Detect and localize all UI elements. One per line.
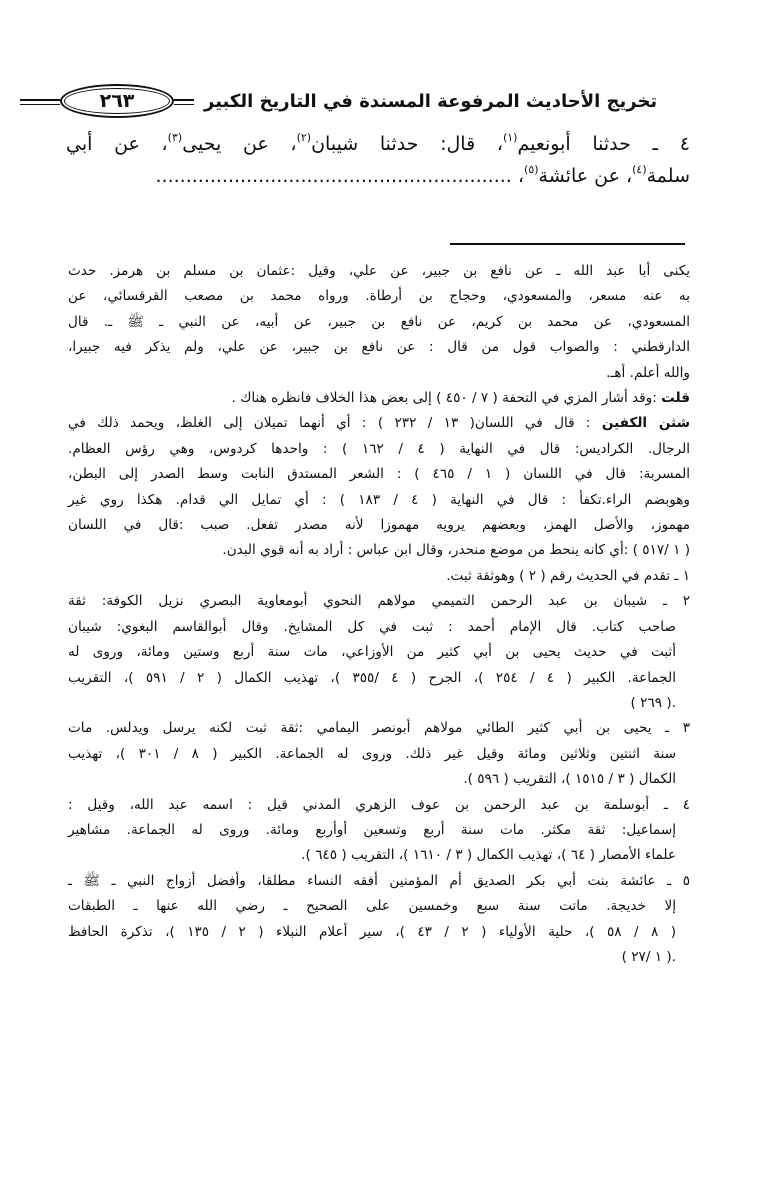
footnote-ref[interactable]: (٥) — [524, 163, 539, 176]
footnote-line — [68, 742, 676, 767]
footnote-line — [68, 361, 690, 386]
footnote-text: ١ ـ تقدم في الحديث رقم ( ٢ ) وهوثقة ثبت. — [446, 567, 690, 584]
footnote-line — [68, 818, 676, 843]
text: سلمة — [646, 165, 690, 187]
footnote-line — [68, 411, 690, 436]
footnote-text: صاحب كتاب. قال الإمام أحمد : ثبت في كل المشايخ. وقال أبوالقاسم البغوي: شيبان — [68, 618, 676, 635]
footnotes — [68, 259, 690, 970]
footnote — [68, 869, 690, 971]
footnote-text: الجماعة. الكبير ( ٤ / ٢٥٤ )، الجرح ( ٤ /٣٥٥ )، تهذيب الكمال ( ٢ / ٥٩١ )، التقريب — [68, 669, 676, 686]
footnote-line — [68, 716, 690, 741]
footnote-ref[interactable]: (٤) — [632, 163, 647, 176]
footnote-line — [68, 945, 676, 970]
hadith-text — [66, 128, 690, 192]
footnote-text: ٤ ـ أبوسلمة بن عبد الرحمن بن عوف الزهري المدني قيل : اسمه عبد الله، وقيل : — [68, 796, 690, 813]
footnote-separator — [450, 243, 685, 245]
footnote-text: علماء الأمصار ( ٦٤ )، تهذيب الكمال ( ٣ / ١٦١٠ )، التقريب ( ٦٤٥ ). — [301, 847, 676, 864]
book-title: تخريج الأحاديث المرفوعة المسندة في التاريخ الكبير — [204, 90, 658, 112]
footnote-line — [68, 615, 676, 640]
footnote-text: ( ٨ / ٥٨ )، حلية الأولياء ( ٢ / ٤٣ )، سير أعلام النبلاء ( ٢ / ١٣٥ )، تذكرة الحافظ — [68, 923, 676, 940]
footnote-line — [68, 894, 676, 919]
footnote-text: به عنه مسعر، والمسعودي، وحجاج بن أرطاة. ورواه محمد بن مصعب القرقسائي، عن — [68, 288, 690, 305]
footnote-text: : قال في اللسان( ١٣ / ٢٣٢ ) : أي أنهما تميلان إلى الغلظ، ويحمد ذلك في — [68, 415, 602, 432]
footnote-line — [68, 462, 690, 487]
header-rule-right — [174, 99, 194, 101]
footnote-line — [68, 793, 690, 818]
footnote-text: المسعودي، عن محمد بن كريم، عن نافع بن جبير، عن أبيه، عن النبي ـ ﷺ ـ. قال — [68, 313, 690, 330]
footnote-text: وهوبضم الراء.تكفأ : قال في النهاية ( ٤ / ١٨٣ ) : أي تمايل الي قدام. هكذا روي غير — [68, 491, 690, 508]
footnote-text: ٥ ـ عائشة بنت أبي بكر الصديق أم المؤمنين أفقه النساء مطلقا، وأفضل أزواج النبي ـ ﷺ ـ — [68, 872, 690, 889]
footnote-line — [68, 843, 676, 868]
text: ٤ ـ حدثنا أبونعيم — [517, 133, 690, 155]
footnote — [68, 793, 690, 869]
footnote-text: الدارقطني : والصواب قول من قال : عن نافع بن جبير، عن علي، ولم يذكر فيه جبيرا، — [68, 339, 690, 356]
footnote-line — [68, 513, 690, 538]
footnote-text: ٣ ـ يحيى بن أبي كثير الطائي مولاهم أبونصر اليمامي :ثقة ثبت لكنه يرسل ويدلس. مات — [68, 720, 690, 737]
footnote-text: :وقد أشار المزي في التحفة ( ٧ / ٤٥٠ ) إلى بعض هذا الخلاف فانظره هناك . — [231, 390, 662, 407]
footnote-line — [68, 310, 690, 335]
page-number-oval — [60, 84, 174, 118]
footnote-label: قلت — [661, 390, 690, 407]
footnote-line — [68, 640, 676, 665]
footnote-line — [68, 437, 690, 462]
text: ، عن يحيى — [182, 133, 297, 155]
footnote-continuation — [68, 259, 690, 386]
footnote-text: ( ١ /٥١٧ ) :أي كانه ينحط من موضع منحدر، وقال ابن عباس : أراد به أنه قوي البدن. — [222, 542, 690, 559]
footnote-text: سنة اثنتين وثلاثين ومائة وقيل غير ذلك. وروى له الجماعة. الكبير ( ٨ / ٣٠١ )، تهذيب — [68, 745, 676, 762]
footnote — [68, 564, 690, 589]
footnote-line — [68, 259, 690, 284]
footnote-line — [68, 666, 676, 691]
footnote-line — [68, 869, 690, 894]
page-number: ٢٦٣ — [99, 90, 135, 112]
footnote-text: المسربة: قال في اللسان ( ١ / ٤٦٥ ) : الشعر المستدق النابت وسط الصدر إلى البطن، — [68, 466, 691, 483]
footnote-text: .( ٢٦٩ ) — [630, 694, 676, 711]
footnote — [68, 589, 690, 716]
footnote-line — [68, 538, 690, 563]
footnote-line — [68, 589, 690, 614]
footnote-text: يكنى أبا عبد الله ـ عن نافع بن جبير، عن علي، وقيل :عثمان بن مسلم بن هرمز. حدث — [68, 263, 690, 279]
footnote-ref[interactable]: (٣) — [167, 131, 183, 144]
text: ، عن عائشة — [538, 165, 633, 187]
footnote-continuation — [68, 386, 690, 411]
footnote-continuation — [68, 411, 690, 563]
footnote-text: ٢ ـ شيبان بن عبد الرحمن التميمي مولاهم النحوي أبومعاوية البصري نزيل الكوفة: ثقة — [68, 593, 690, 610]
footnote-line — [68, 767, 676, 792]
footnote-text: إسماعيل: ثقة مكثر. مات سنة أربع وتسعين أوأربع ومائة. وروى له الجماعة. مشاهير — [68, 821, 676, 838]
footnote-text: أثبت في حديث يحيى بن أبي كثير من الأوزاعي، مات سنة أربع وستين ومائة، وروى له — [68, 644, 676, 661]
footnote-text: .( ١ /٢٧ ) — [621, 948, 676, 965]
footnote-line — [68, 564, 690, 589]
hadith-line — [66, 160, 690, 192]
footnote-text: الكمال ( ٣ / ١٥١٥ )، التقريب ( ٥٩٦ ). — [463, 771, 676, 788]
footnote-line — [68, 386, 690, 411]
footnote-text: إلا خديجة. ماتت سنة سبع وخمسين على الصحيح ـ رضي الله عنها ـ الطبقات — [68, 898, 676, 915]
footnote-text: الرجال. الكراديس: قال في النهاية ( ٤ / ١٦٢ ) : واحدها كردوس، وهي رؤس العظام. — [68, 440, 690, 457]
text: ، عن أبي — [66, 133, 168, 155]
hadith-line — [66, 128, 690, 160]
footnote-line — [68, 488, 690, 513]
text: ، ........................................................... — [155, 165, 525, 187]
footnote-text: مهموز، والأصل الهمز، وبعضهم يرويه مهموزا لأنه مصدر تفعل. صبب :قال في اللسان — [68, 517, 690, 534]
footnote-ref[interactable]: (٢) — [296, 131, 312, 144]
header-rule-left — [20, 99, 60, 101]
footnote-line — [68, 284, 690, 309]
text: ، قال: حدثنا شيبان — [311, 133, 503, 155]
footnote-label: شثن الكفين — [601, 415, 690, 432]
footnote-text: والله أعلم. أهـ. — [606, 364, 690, 381]
footnote-line — [68, 691, 676, 716]
footnote-ref[interactable]: (١) — [502, 131, 518, 144]
footnote — [68, 716, 690, 792]
footnote-line — [68, 335, 690, 360]
footnote-line — [68, 920, 676, 945]
running-header — [20, 84, 658, 118]
